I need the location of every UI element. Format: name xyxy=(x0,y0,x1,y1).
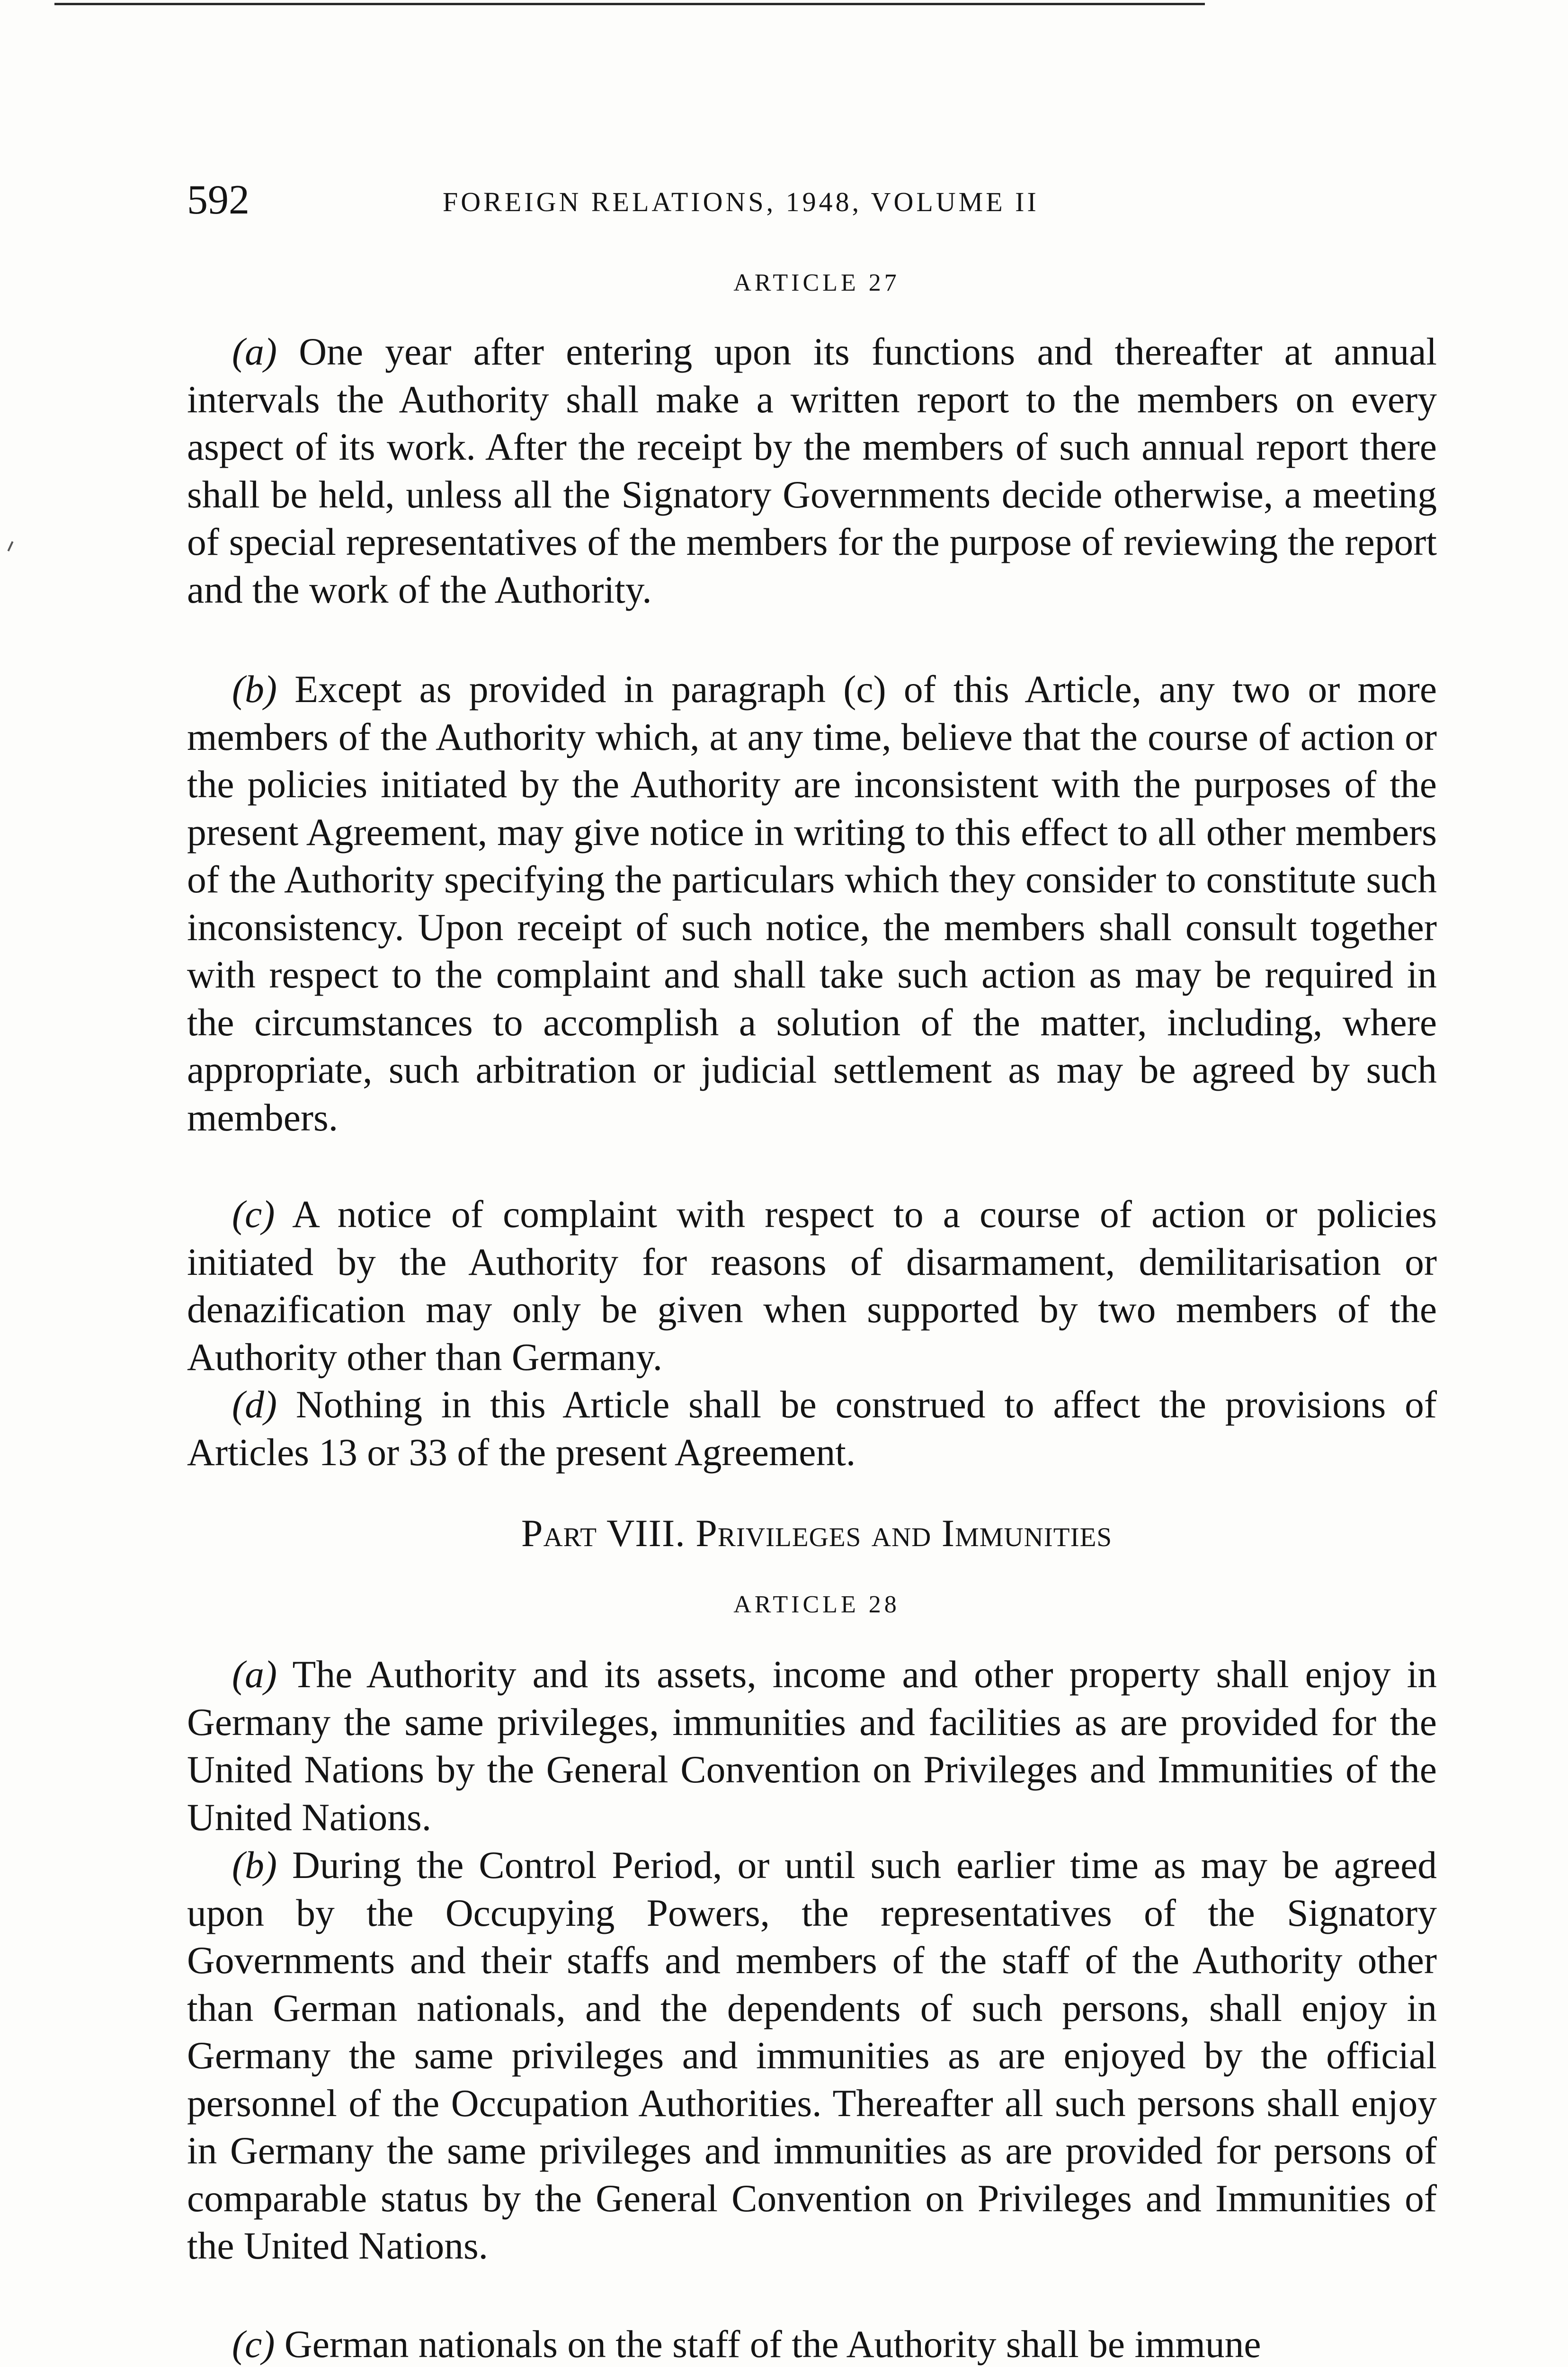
margin-mark xyxy=(8,541,14,552)
paragraph-text: One year after entering upon its functions and thereafter at annual intervals the Authority shall make a written report to the members on every aspect of its work. After the receipt by the members of such annual report there shall be held, unless all the Signatory Governments decide otherwise, a meeting of special representatives of the members for the purpose of reviewing the report and the work of the Authority. xyxy=(187,330,1437,611)
article-27-paragraph-d xyxy=(187,1381,1437,1476)
paragraph-label: (b) xyxy=(232,1843,277,1886)
article-28-paragraph-c xyxy=(187,2321,1437,2367)
page-number: 592 xyxy=(187,177,249,223)
article-28-paragraph-b xyxy=(187,1842,1437,2270)
paragraph-label: (c) xyxy=(232,2323,275,2366)
paragraph-label: (c) xyxy=(232,1192,275,1236)
article-27-heading: ARTICLE 27 xyxy=(733,269,900,296)
paragraph-text: During the Control Period, or until such earlier time as may be agreed upon by the Occupying Powers, the representatives of the Signatory Governments and their staffs and members of the staff of the Authority other than German nationals, and the dependents of such persons, shall enjoy in Germany the same privileges and immunities as are enjoyed by the official personnel of the Occupation Authorities. Thereafter all such persons shall enjoy in Germany the same privileges and immunities as are provided for persons of comparable status by the General Convention on Privileges and Immunities of the United Nations. xyxy=(187,1843,1437,2267)
article-27-paragraph-c xyxy=(187,1191,1437,1381)
paragraph-label: (b) xyxy=(232,667,277,711)
part-8-heading: Part VIII. Privileges and Immunities xyxy=(521,1512,1113,1555)
page-header xyxy=(187,174,1446,231)
running-head: FOREIGN RELATIONS, 1948, VOLUME II xyxy=(443,187,1039,217)
article-27-paragraph-a xyxy=(187,328,1437,614)
article-28-paragraph-a xyxy=(187,1651,1437,1841)
paragraph-text: The Authority and its assets, income and other property shall enjoy in Germany the same privileges, immunities and facilities as are provided for the United Nations by the General Convention on Privileges and Immunities of the United Nations. xyxy=(187,1653,1437,1839)
paragraph-text: Nothing in this Article shall be construed to affect the provisions of Articles 13 or 33 of the present Agreement. xyxy=(187,1383,1437,1474)
paragraph-text: A notice of complaint with respect to a course of action or policies initiated by the Authority for reasons of disarmament, demilitarisation or denazification may only be given when supported by two members of the Authority other than Germany. xyxy=(187,1192,1437,1379)
top-rule xyxy=(54,3,1205,5)
paragraph-label: (a) xyxy=(232,1653,277,1696)
paragraph-label: (d) xyxy=(232,1383,277,1426)
paragraph-label: (a) xyxy=(232,330,277,373)
article-27-paragraph-b xyxy=(187,666,1437,1141)
paragraph-text: German nationals on the staff of the Authority shall be immune xyxy=(284,2323,1261,2366)
article-28-heading: ARTICLE 28 xyxy=(733,1591,900,1618)
paragraph-text: Except as provided in paragraph (c) of this Article, any two or more members of the Authority which, at any time, believe that the course of action or the policies initiated by the Authority are inconsistent with the purposes of the present Agreement, may give notice in writing to this effect to all other members of the Authority specifying the particulars which they consider to constitute such inconsistency. Upon receipt of such notice, the members shall consult together with respect to the complaint and shall take such action as may be required in the circumstances to accomplish a solution of the matter, including, where appropriate, such arbitration or judicial settlement as may be agreed by such members. xyxy=(187,667,1437,1139)
